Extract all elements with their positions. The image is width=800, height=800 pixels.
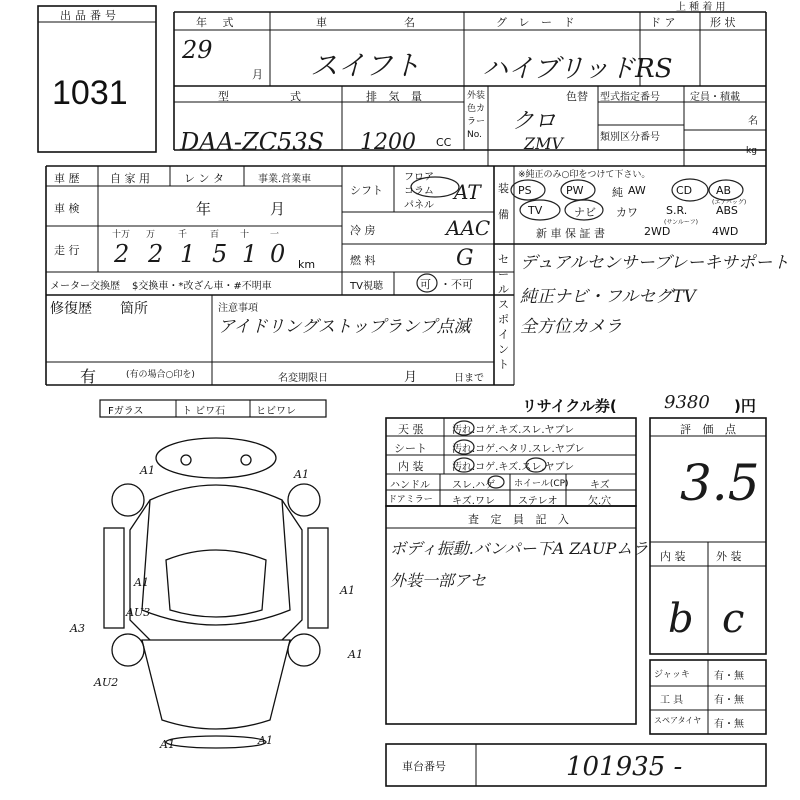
history-rental: レ ン タ <box>184 172 224 185</box>
maker-label: 車 <box>316 16 327 29</box>
fuel-value: G <box>456 246 474 271</box>
equip-pw: PW <box>566 184 584 197</box>
mileage-digit-3: 1 <box>180 240 196 268</box>
spare-tire-label: スペアタイヤ <box>654 716 702 725</box>
unit-10k: 万 <box>146 230 156 240</box>
equip-abs: ABS <box>716 204 738 217</box>
recycle-value: 9380 <box>664 392 710 413</box>
repair-hint: (有の場合○印を) <box>126 370 195 380</box>
car-name-label: 名 <box>404 16 415 29</box>
damage-mark: A1 <box>348 648 363 661</box>
meter-legend: $交換車・*改ざん車・#不明車 <box>132 281 272 292</box>
seat-opts: 汚れ.コゲ.ヘタリ.スレ.ヤブレ <box>452 444 585 455</box>
sales-point-line-2: 純正ナビ・フルセグTV <box>520 287 696 307</box>
equipment-label: 装備 <box>498 182 509 221</box>
color-change-label: 色替 <box>566 90 588 103</box>
windshield-chip: ト ビワ石 <box>182 406 226 417</box>
door-mirror-label: ドアミラー <box>388 495 433 505</box>
history-private: 自 家 用 <box>110 172 150 185</box>
tv-viewing-label: TV視聴 <box>350 281 383 292</box>
damage-mark: A1 <box>258 734 273 747</box>
door-label: ド ア <box>650 16 676 29</box>
grade-label: グ レ ー ド <box>496 16 579 29</box>
owner-label: 上 種 着 用 <box>676 2 726 13</box>
fuel-label: 燃 料 <box>350 254 376 267</box>
ac-value: AAC <box>446 216 491 240</box>
spare-tire-opts: 有・無 <box>714 719 744 730</box>
notes-label: 注意事項 <box>218 303 258 314</box>
damage-mark: A3 <box>70 622 85 635</box>
displacement-value: 1200 <box>360 130 416 155</box>
color-code-value: ZMV <box>524 134 564 153</box>
inspector-notes-label: 査 定 員 記 入 <box>468 513 573 526</box>
damage-mark: A1 <box>134 576 149 589</box>
lot-number-label: 出品番号 <box>60 9 120 22</box>
history-business: 事業.営業車 <box>258 174 312 185</box>
inspector-note-line-2: 外装一部アセ <box>390 571 486 590</box>
equip-aw: AW <box>628 184 646 197</box>
exterior-score-label: 外 装 <box>716 550 742 563</box>
inspection-year: 年 <box>196 200 212 218</box>
jack-opts: 有・無 <box>714 671 744 682</box>
equip-ab: AB <box>716 184 732 197</box>
equip-tv: TV <box>528 204 543 217</box>
exterior-score: c <box>722 596 745 642</box>
lot-number: 1031 <box>52 74 128 112</box>
notes-text: アイドリングストップランプ点滅 <box>218 317 471 337</box>
equip-sr-sub: (サンルーフ) <box>664 219 698 226</box>
windshield-crack: ヒビワレ <box>256 406 296 417</box>
door-mirror-opts: キズ.ワレ <box>452 496 495 507</box>
capacity-label: 定員・積載 <box>690 92 740 103</box>
chassis-number-label: 車台番号 <box>402 760 446 773</box>
year-value: 29 <box>182 36 213 64</box>
equip-leather: カワ <box>616 206 638 219</box>
chassis-number: 101935 - <box>566 752 683 782</box>
deadline-month: 月 <box>404 370 418 385</box>
jack-label: ジャッキ <box>654 670 690 680</box>
name-change-deadline-label: 名変期限日 <box>278 373 328 384</box>
model-type-value: DAA-ZC53S <box>180 128 325 156</box>
inspector-note-line-1: ボディ振動.バンパー下A ZAUPムラ <box>390 539 649 558</box>
damage-mark: AU2 <box>94 676 119 689</box>
cc-unit: CC <box>436 136 452 149</box>
type-designation-label: 型式指定番号 <box>600 92 660 103</box>
capacity-kg-unit: kg <box>746 146 757 156</box>
mileage-label: 走 行 <box>54 244 80 257</box>
interior-score-label: 内 装 <box>660 550 686 563</box>
mileage-digit-1: 2 <box>114 240 130 268</box>
unit-100k: 十万 <box>112 230 131 240</box>
recycle-label: リサイクル券( <box>522 397 617 415</box>
unit-100: 百 <box>210 230 220 240</box>
shift-column: コラム <box>404 186 434 197</box>
recycle-unit: )円 <box>734 397 756 415</box>
handle-label: ハンドル <box>390 480 430 491</box>
damage-mark: A1 <box>340 584 355 597</box>
type-label-2: 式 <box>290 90 301 103</box>
meter-change-label: メーター交換歴 <box>50 281 120 292</box>
car-name-value: スイフト <box>310 49 421 82</box>
equip-2wd: 2WD <box>644 225 671 238</box>
unit-1k: 千 <box>178 230 188 240</box>
damage-mark: A1 <box>140 464 155 477</box>
equip-4wd: 4WD <box>712 225 739 238</box>
capacity-people-unit: 名 <box>748 116 758 127</box>
shift-panel: パネル <box>404 200 434 211</box>
repair-history-label: 修復歴 <box>50 301 92 317</box>
damage-mark: AU3 <box>126 606 151 619</box>
grade-value: ハイブリッドRS <box>482 54 673 84</box>
unit-1: 一 <box>270 230 280 240</box>
tools-opts: 有・無 <box>714 695 744 706</box>
damage-mark: A1 <box>294 468 309 481</box>
equip-cd: CD <box>676 184 693 197</box>
mileage-digit-2: 2 <box>148 240 164 268</box>
equip-sr: S.R. <box>666 204 688 217</box>
windshield-label: Fガラス <box>108 406 144 417</box>
mileage-digit-6: 0 <box>270 240 286 268</box>
wheel-label: ホイール(CP) <box>514 479 569 489</box>
sales-point-line-3: 全方位カメラ <box>520 317 622 337</box>
wheel-opt: キズ <box>590 480 610 491</box>
rating-score: 3.5 <box>680 454 760 512</box>
inspection-month: 月 <box>270 200 286 218</box>
ac-label: 冷 房 <box>350 224 376 237</box>
type-label: 型 <box>218 90 229 103</box>
equip-navi: ナビ <box>574 206 596 219</box>
shift-value: AT <box>454 180 481 204</box>
ceiling-label: 天 張 <box>398 423 424 436</box>
vehicle-history-label: 車 歴 <box>54 172 80 185</box>
shift-label: シフト <box>350 184 383 197</box>
seat-label: シート <box>394 442 427 455</box>
handle-opts: スレ.ハゲ <box>452 480 496 491</box>
displacement-label: 排 気 量 <box>366 90 426 103</box>
tv-ng: ・不可 <box>440 278 473 291</box>
damage-mark: A1 <box>160 738 175 751</box>
mileage-digit-5: 1 <box>242 240 258 268</box>
repair-location-label: 箇所 <box>120 301 148 317</box>
sales-point-line-1: デュアルセンサーブレーキサポート <box>520 253 790 273</box>
equip-ps: PS <box>518 184 532 197</box>
year-label: 年 式 <box>196 16 240 29</box>
equip-ab-sub: (エアバッグ) <box>712 199 747 206</box>
repair-value: 有 <box>80 367 97 386</box>
km-unit: km <box>298 258 316 271</box>
classification-label: 類別区分番号 <box>600 132 660 143</box>
mileage-digit-4: 5 <box>212 240 228 268</box>
rating-label: 評 価 点 <box>680 423 740 436</box>
color-value: クロ <box>512 109 557 134</box>
unit-10: 十 <box>240 230 250 240</box>
interior-opts: 汚れ.コゲ.キズ.スレ.ヤブレ <box>452 462 575 473</box>
sales-point-label: セールスポイント <box>498 253 509 371</box>
tools-label: 工 具 <box>660 695 684 706</box>
warranty-label: 新 車 保 証 書 <box>536 227 605 240</box>
stereo-label: ステレオ <box>518 496 558 507</box>
deadline-until: 日まで <box>454 373 484 384</box>
shift-floor: フロア <box>404 172 434 183</box>
interior-label: 内 装 <box>398 460 424 473</box>
tv-ok: 可 <box>420 278 431 291</box>
equipment-note: ※純正のみ○印をつけて下さい。 <box>518 170 651 180</box>
year-month-label: 月 <box>252 68 263 81</box>
interior-score: b <box>668 596 694 642</box>
exterior-color-label: 外装色カラーNo. <box>467 91 486 140</box>
shape-label: 形 状 <box>710 16 736 29</box>
equip-genuine: 純 <box>612 186 623 199</box>
stereo-opt: 欠.穴 <box>588 496 612 507</box>
inspection-label: 車 検 <box>54 202 80 215</box>
car-diagram <box>104 438 328 748</box>
ceiling-opts: 汚れ.コゲ.キズ.スレ.ヤブレ <box>452 425 575 436</box>
